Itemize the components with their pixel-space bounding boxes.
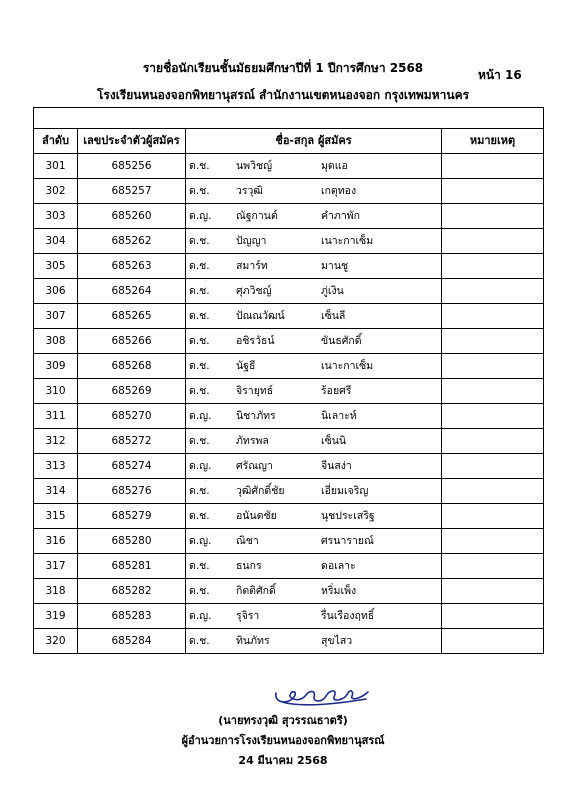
- first-name: วรวุฒิ: [236, 185, 263, 197]
- first-name: รุจิรา: [236, 610, 260, 622]
- last-name: ร้อยศรี: [321, 385, 352, 397]
- row-number-cell: 319: [34, 604, 78, 629]
- column-header-note: หมายเหตุ: [442, 129, 544, 154]
- document-title: รายชื่อนักเรียนชั้นมัธยมศึกษาปีที่ 1 ปีการศึกษา 2568: [142, 61, 424, 75]
- signer-position: ผู้อำนวยการโรงเรียนหนองจอกพิทยานุสรณ์: [181, 734, 385, 747]
- row-number-cell: 317: [34, 554, 78, 579]
- table-row: [34, 554, 544, 579]
- row-number-cell: 309: [34, 354, 78, 379]
- name-prefix: ด.ช.: [189, 585, 210, 597]
- table-row: [34, 279, 544, 304]
- applicant-name-cell: [186, 254, 442, 279]
- name-prefix: ด.ช.: [189, 260, 210, 272]
- applicant-name-cell: [186, 504, 442, 529]
- first-name: ณิชา: [236, 535, 259, 547]
- note-cell: [442, 329, 544, 354]
- last-name: นิเลาะห์: [321, 410, 357, 422]
- applicant-id-cell: 685282: [78, 579, 186, 604]
- table-row: [34, 579, 544, 604]
- note-cell: [442, 279, 544, 304]
- table-row: [34, 429, 544, 454]
- page-number: หน้า 16: [478, 68, 522, 82]
- name-prefix: ด.ญ.: [189, 210, 212, 222]
- student-roster-table: [33, 107, 544, 654]
- row-number-cell: 315: [34, 504, 78, 529]
- row-number-cell: 312: [34, 429, 78, 454]
- applicant-name-cell: [186, 354, 442, 379]
- last-name: ศรนารายณ์: [321, 535, 374, 547]
- row-number-cell: 307: [34, 304, 78, 329]
- table-row: [34, 179, 544, 204]
- column-header-id: เลขประจำตัวผู้สมัคร: [78, 129, 186, 154]
- last-name: หริ่มเพ็ง: [321, 585, 357, 597]
- applicant-id-cell: 685270: [78, 404, 186, 429]
- name-prefix: ด.ช.: [189, 435, 210, 447]
- name-prefix: ด.ช.: [189, 310, 210, 322]
- applicant-id-cell: 685263: [78, 254, 186, 279]
- last-name: เอี่ยมเจริญ: [321, 485, 369, 497]
- first-name: นัฐธี: [236, 360, 256, 372]
- applicant-name-cell: [186, 154, 442, 179]
- table-row: [34, 379, 544, 404]
- last-name: รื่นเรืองฤทธิ์: [321, 610, 375, 622]
- note-cell: [442, 579, 544, 604]
- applicant-name-cell: [186, 229, 442, 254]
- note-cell: [442, 604, 544, 629]
- first-name: ทินภัทร: [236, 635, 270, 647]
- applicant-id-cell: 685264: [78, 279, 186, 304]
- document-date: 24 มีนาคม 2568: [238, 754, 328, 767]
- last-name: ดอเลาะ: [321, 560, 356, 572]
- last-name: เนาะกาเซ็ม: [321, 235, 374, 247]
- name-prefix: ด.ช.: [189, 235, 210, 247]
- note-cell: [442, 554, 544, 579]
- first-name: ณัฐกานต์: [236, 210, 278, 222]
- applicant-name-cell: [186, 179, 442, 204]
- note-cell: [442, 379, 544, 404]
- table-row: [34, 154, 544, 179]
- table-row: [34, 454, 544, 479]
- row-number-cell: 304: [34, 229, 78, 254]
- name-prefix: ด.ช.: [189, 385, 210, 397]
- table-row: [34, 604, 544, 629]
- name-prefix: ด.ช.: [189, 635, 210, 647]
- row-number-cell: 301: [34, 154, 78, 179]
- last-name: เนาะกาเซ็ม: [321, 360, 374, 372]
- last-name: เซ็นลี: [321, 310, 346, 322]
- note-cell: [442, 354, 544, 379]
- applicant-id-cell: 685281: [78, 554, 186, 579]
- first-name: อนันตชัย: [236, 510, 277, 522]
- last-name: สุขไสว: [321, 635, 353, 647]
- last-name: ขันธศักดิ์: [321, 335, 362, 347]
- first-name: ปัณณวัฒน์: [236, 310, 285, 322]
- table-row: [34, 254, 544, 279]
- row-number-cell: 316: [34, 529, 78, 554]
- first-name: ปัญญา: [236, 235, 267, 247]
- table-row: [34, 329, 544, 354]
- note-cell: [442, 454, 544, 479]
- applicant-name-cell: [186, 604, 442, 629]
- row-number-cell: 303: [34, 204, 78, 229]
- table-row: [34, 304, 544, 329]
- row-number-cell: 320: [34, 629, 78, 654]
- applicant-id-cell: 685256: [78, 154, 186, 179]
- applicant-name-cell: [186, 279, 442, 304]
- row-number-cell: 310: [34, 379, 78, 404]
- note-cell: [442, 179, 544, 204]
- first-name: ธนกร: [236, 560, 262, 572]
- last-name: เกตุทอง: [321, 185, 357, 197]
- row-number-cell: 313: [34, 454, 78, 479]
- row-number-cell: 306: [34, 279, 78, 304]
- last-name: ภู่เงิน: [321, 285, 344, 297]
- applicant-id-cell: 685269: [78, 379, 186, 404]
- last-name: มุดแอ: [321, 160, 348, 172]
- last-name: นุชประเสริฐ: [321, 510, 375, 522]
- name-prefix: ด.ญ.: [189, 410, 212, 422]
- applicant-id-cell: 685266: [78, 329, 186, 354]
- name-prefix: ด.ญ.: [189, 460, 212, 472]
- row-number-cell: 314: [34, 479, 78, 504]
- applicant-name-cell: [186, 579, 442, 604]
- name-prefix: ด.ช.: [189, 185, 210, 197]
- row-number-cell: 302: [34, 179, 78, 204]
- applicant-name-cell: [186, 529, 442, 554]
- applicant-id-cell: 685276: [78, 479, 186, 504]
- table-row: [34, 229, 544, 254]
- table-row: [34, 479, 544, 504]
- first-name: ภัทรพล: [236, 435, 269, 447]
- table-row: [34, 629, 544, 654]
- applicant-name-cell: [186, 329, 442, 354]
- applicant-name-cell: [186, 204, 442, 229]
- note-cell: [442, 304, 544, 329]
- column-header-name: ชื่อ-สกุล ผู้สมัคร: [186, 129, 442, 154]
- note-cell: [442, 254, 544, 279]
- applicant-id-cell: 685262: [78, 229, 186, 254]
- row-number-cell: 311: [34, 404, 78, 429]
- applicant-name-cell: [186, 304, 442, 329]
- first-name: ศรัณญา: [236, 460, 273, 472]
- signature-mark: [270, 683, 380, 709]
- applicant-id-cell: 685268: [78, 354, 186, 379]
- first-name: นิชาภัทร: [236, 410, 276, 422]
- last-name: จีนสง่า: [321, 460, 352, 472]
- name-prefix: ด.ช.: [189, 360, 210, 372]
- table-blank-row: [34, 108, 544, 129]
- name-prefix: ด.ญ.: [189, 535, 212, 547]
- name-prefix: ด.ช.: [189, 285, 210, 297]
- table-row: [34, 354, 544, 379]
- note-cell: [442, 529, 544, 554]
- note-cell: [442, 404, 544, 429]
- applicant-name-cell: [186, 429, 442, 454]
- applicant-id-cell: 685284: [78, 629, 186, 654]
- row-number-cell: 305: [34, 254, 78, 279]
- first-name: กิตติศักดิ์: [236, 585, 276, 597]
- note-cell: [442, 154, 544, 179]
- last-name: เซ็นนิ: [321, 435, 347, 447]
- name-prefix: ด.ช.: [189, 560, 210, 572]
- applicant-name-cell: [186, 379, 442, 404]
- note-cell: [442, 429, 544, 454]
- note-cell: [442, 479, 544, 504]
- applicant-id-cell: 685280: [78, 529, 186, 554]
- table-row: [34, 404, 544, 429]
- name-prefix: ด.ช.: [189, 160, 210, 172]
- name-prefix: ด.ช.: [189, 485, 210, 497]
- name-prefix: ด.ช.: [189, 510, 210, 522]
- row-number-cell: 318: [34, 579, 78, 604]
- table-row: [34, 504, 544, 529]
- applicant-id-cell: 685257: [78, 179, 186, 204]
- applicant-name-cell: [186, 554, 442, 579]
- school-subtitle: โรงเรียนหนองจอกพิทยานุสรณ์ สำนักงานเขตหนองจอก กรุงเทพมหานคร: [96, 88, 470, 102]
- applicant-id-cell: 685279: [78, 504, 186, 529]
- last-name: คำภาพัก: [321, 210, 361, 222]
- applicant-id-cell: 685265: [78, 304, 186, 329]
- table-row: [34, 204, 544, 229]
- note-cell: [442, 204, 544, 229]
- first-name: อชิรวัธน์: [236, 335, 275, 347]
- last-name: มานชู: [321, 260, 349, 272]
- column-header-no: ลำดับ: [34, 129, 78, 154]
- first-name: วุฒิศักดิ์ชัย: [236, 485, 285, 497]
- applicant-name-cell: [186, 479, 442, 504]
- first-name: ศุภวิชญ์: [236, 285, 272, 297]
- name-prefix: ด.ช.: [189, 335, 210, 347]
- table-row: [34, 529, 544, 554]
- first-name: สมาร์ท: [236, 260, 268, 272]
- applicant-id-cell: 685272: [78, 429, 186, 454]
- note-cell: [442, 629, 544, 654]
- row-number-cell: 308: [34, 329, 78, 354]
- applicant-name-cell: [186, 454, 442, 479]
- applicant-name-cell: [186, 629, 442, 654]
- applicant-id-cell: 685283: [78, 604, 186, 629]
- name-prefix: ด.ญ.: [189, 610, 212, 622]
- note-cell: [442, 229, 544, 254]
- applicant-id-cell: 685260: [78, 204, 186, 229]
- first-name: นพวิชญ์: [236, 160, 273, 172]
- applicant-name-cell: [186, 404, 442, 429]
- table-header-row: [34, 129, 544, 154]
- applicant-id-cell: 685274: [78, 454, 186, 479]
- first-name: จิรายุทธ์: [236, 385, 274, 397]
- signer-name: (นายทรงวุฒิ สุวรรณธาตรี): [218, 714, 348, 727]
- note-cell: [442, 504, 544, 529]
